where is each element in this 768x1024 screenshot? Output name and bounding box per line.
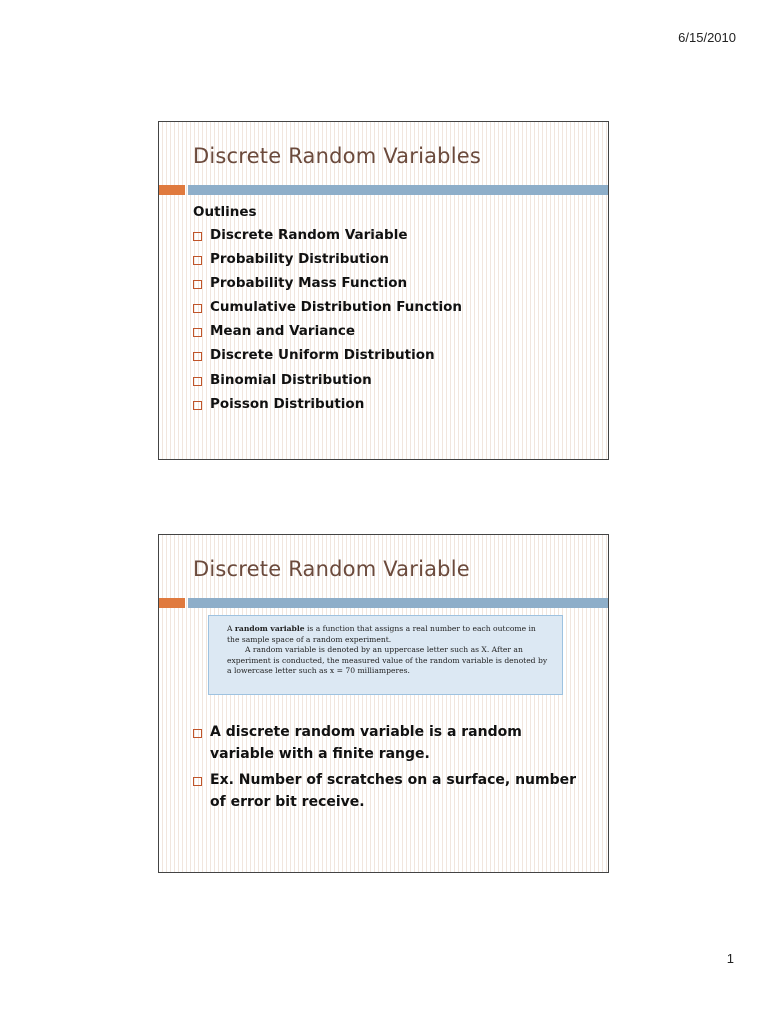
square-bullet-icon: [193, 401, 202, 410]
accent-bar-orange: [159, 185, 185, 195]
list-item: [193, 347, 462, 371]
list-item-label: Poisson Distribution: [210, 395, 365, 412]
definition-paragraph-2: A random variable is denoted by an uppercase letter such as X. After an experiment is conducted, the measured value of the random variable is denoted by a lowercase letter such as x = 70 milliamperes.: [227, 645, 548, 675]
definition-text: is a function that assigns a real number to each outcome in the sample space of a random experiment.: [227, 624, 536, 644]
slide-title: Discrete Random Variable: [193, 557, 470, 581]
definition-prefix: A: [227, 624, 235, 633]
list-item-label: Binomial Distribution: [210, 371, 372, 388]
list-item-label: Mean and Variance: [210, 323, 356, 340]
slide-discrete-random-variable: [158, 534, 609, 873]
accent-bar-blue: [188, 185, 608, 195]
list-item: [193, 396, 462, 420]
page-number: 1: [726, 951, 734, 966]
list-item: [193, 275, 462, 299]
square-bullet-icon: [193, 304, 202, 313]
list-item-label: A discrete random variable is a random variable with a finite range.: [210, 724, 522, 762]
outline-list: [193, 227, 462, 420]
list-item: [193, 372, 462, 396]
square-bullet-icon: [193, 377, 202, 386]
accent-bar-blue: [188, 598, 608, 608]
list-item: [193, 323, 462, 347]
list-item: [193, 299, 462, 323]
list-item: [193, 227, 462, 251]
bullet-list: [193, 721, 588, 817]
definition-paragraph: [227, 624, 548, 645]
square-bullet-icon: [193, 256, 202, 265]
square-bullet-icon: [193, 328, 202, 337]
list-item-label: Probability Distribution: [210, 251, 389, 268]
list-item: [193, 721, 588, 765]
square-bullet-icon: [193, 352, 202, 361]
definition-box: [208, 615, 563, 695]
square-bullet-icon: [193, 280, 202, 289]
page-date: 6/15/2010: [678, 30, 736, 45]
list-item: [193, 251, 462, 275]
slide-outlines: [158, 121, 609, 460]
list-item-label: Discrete Random Variable: [210, 227, 408, 243]
slide-title: Discrete Random Variables: [193, 144, 481, 168]
square-bullet-icon: [193, 729, 202, 738]
list-item: [193, 769, 588, 813]
list-item-label: Cumulative Distribution Function: [210, 299, 462, 316]
list-item-label: Ex. Number of scratches on a surface, number of error bit receive.: [210, 772, 577, 810]
outlines-heading: Outlines: [193, 204, 257, 220]
list-item-label: Probability Mass Function: [210, 275, 408, 292]
list-item-label: Discrete Uniform Distribution: [210, 347, 435, 364]
accent-bar-orange: [159, 598, 185, 608]
square-bullet-icon: [193, 232, 202, 241]
definition-term: random variable: [234, 624, 305, 633]
square-bullet-icon: [193, 777, 202, 786]
